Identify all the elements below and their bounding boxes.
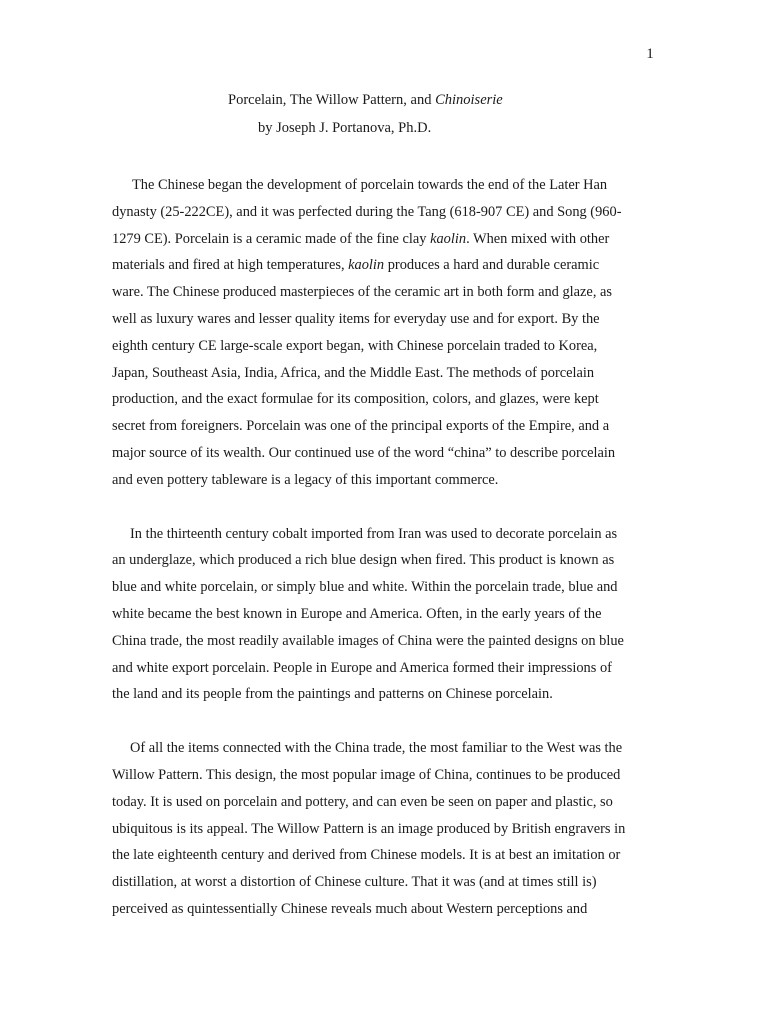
text-segment: the land and its people from the paintings and patterns on Chinese porcelain. (112, 686, 553, 703)
text-line (112, 681, 652, 708)
text-segment: eighth century CE large-scale export began, with Chinese porcelain traded to Korea, (112, 337, 598, 354)
paragraph (112, 735, 652, 923)
text-line (112, 735, 652, 762)
text-segment: materials and fired at high temperatures, (112, 257, 349, 274)
text-line (112, 521, 652, 548)
text-line (112, 252, 652, 279)
text-segment: production, and the exact formulae for its composition, colors, and glazes, were kept (112, 391, 599, 408)
text-segment: 1279 CE). Porcelain is a ceramic made of the fine clay (112, 230, 431, 247)
text-line (112, 413, 652, 440)
title-italic: Chinoiserie (435, 92, 503, 108)
text-segment: the late eighteenth century and derived from Chinese models. It is at best an imitation or (112, 847, 621, 864)
text-line (112, 279, 652, 306)
document-body (112, 172, 652, 950)
text-segment: secret from foreigners. Porcelain was one of the principal exports of the Empire, and a (112, 418, 610, 435)
page-number: 1 (646, 46, 654, 62)
text-segment: ware. The Chinese produced masterpieces of the ceramic art in both form and glaze, as (112, 284, 613, 301)
text-line (112, 226, 652, 253)
text-line (112, 440, 652, 467)
text-segment: well as luxury wares and lesser quality items for everyday use and for export. By the (112, 310, 600, 327)
text-line (112, 762, 652, 789)
text-segment: and white export porcelain. People in Europe and America formed their impressions of (112, 659, 612, 676)
text-line (112, 333, 652, 360)
text-line (112, 789, 652, 816)
text-segment: China trade, the most readily available images of China were the painted designs on blue (112, 632, 624, 649)
text-line (112, 547, 652, 574)
italic-term: kaolin (430, 230, 467, 247)
text-line (112, 628, 652, 655)
text-line (112, 306, 652, 333)
text-segment: The Chinese began the development of porcelain towards the end of the Later Han (132, 177, 608, 193)
text-line (112, 386, 652, 413)
text-segment: white became the best known in Europe and America. Often, in the early years of the (112, 605, 602, 622)
paragraph (112, 521, 652, 709)
text-segment: and even pottery tableware is a legacy of this important commerce. (112, 471, 499, 488)
text-segment: . When mixed with other (466, 230, 610, 247)
text-segment: blue and white porcelain, or simply blue and white. Within the porcelain trade, blue and (112, 579, 618, 596)
text-segment: Of all the items connected with the China trade, the most familiar to the West was the (130, 740, 623, 757)
text-line (112, 655, 652, 682)
text-line (112, 842, 652, 869)
document-title (0, 92, 768, 109)
text-line (112, 896, 652, 923)
text-segment: perceived as quintessentially Chinese reveals much about Western perceptions and (112, 900, 588, 917)
text-line (112, 467, 652, 494)
text-line (112, 172, 652, 199)
text-segment: an underglaze, which produced a rich blue design when fired. This product is known as (112, 552, 615, 569)
text-segment: produces a hard and durable ceramic (384, 257, 600, 274)
text-segment: distillation, at worst a distortion of Chinese culture. That it was (and at times still is) (112, 874, 597, 891)
title-main: Porcelain, The Willow Pattern, and (228, 92, 436, 108)
text-line (112, 601, 652, 628)
text-line (112, 574, 652, 601)
text-segment: today. It is used on porcelain and pottery, and can even be seen on paper and plastic, so (112, 793, 613, 810)
text-segment: major source of its wealth. Our continued use of the word “china” to describe porcelain (112, 444, 616, 461)
document-author: by Joseph J. Portanova, Ph.D. (258, 120, 432, 136)
paragraph (112, 172, 652, 494)
text-line (112, 816, 652, 843)
text-segment: Japan, Southeast Asia, India, Africa, and the Middle East. The methods of porcelain (112, 364, 595, 381)
text-segment: dynasty (25-222CE), and it was perfected during the Tang (618-907 CE) and Song (960- (112, 203, 622, 220)
text-segment: In the thirteenth century cobalt imported from Iran was used to decorate porcelain as (130, 525, 618, 542)
text-segment: Willow Pattern. This design, the most popular image of China, continues to be produced (112, 766, 621, 783)
text-line (112, 869, 652, 896)
italic-term: kaolin (348, 257, 385, 274)
text-segment: ubiquitous is its appeal. The Willow Pattern is an image produced by British engravers in (112, 820, 626, 837)
text-line (112, 199, 652, 226)
text-line (112, 360, 652, 387)
